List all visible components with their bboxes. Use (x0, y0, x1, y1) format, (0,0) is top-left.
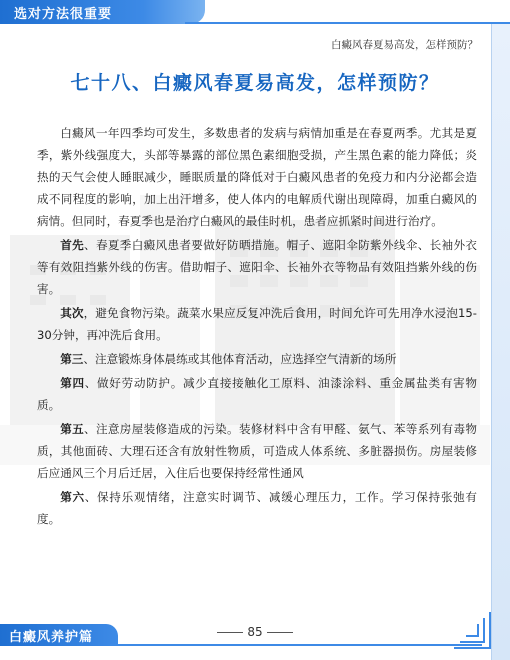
paragraph-first: 首先、春夏季白癜风患者要做好防晒措施。帽子、遮阳伞防紫外线伞、长袖外衣等有效阻挡紫外线的伤害。借助帽子、遮阳伞、长袖外衣等物品有效阻挡紫外线的伤害。 (37, 238, 477, 296)
running-head: 白癜风春夏易高发，怎样预防？ (331, 39, 478, 51)
footer-rule (110, 644, 482, 646)
right-margin-rule (491, 24, 492, 660)
paragraph-sixth: 第六、保持乐观情绪，注意实时调节、减缓心理压力，工作。学习保持张弛有度。 (37, 490, 477, 526)
corner-ornament-icon (452, 610, 492, 650)
right-margin-band (492, 24, 510, 660)
paragraph-fourth: 第四、做好劳动防护。减少直接接触化工原料、油漆涂料、重金属盐类有害物质。 (37, 376, 477, 412)
article-title: 七十八、白癜风春夏易高发，怎样预防？ (70, 72, 440, 94)
book-title: 白癜风养护篇 (9, 630, 94, 645)
header-rule (185, 22, 510, 24)
page-number-dash-left (217, 632, 243, 633)
paragraph-second: 其次，避免食物污染。蔬菜水果应反复冲洗后食用，时间允许可先用净水浸泡15-30分钟，再冲洗后食用。 (37, 306, 477, 342)
page-number-dash-right (267, 632, 293, 633)
page-number-block (0, 625, 510, 639)
section-header-bar (0, 0, 205, 24)
section-title: 选对方法很重要 (14, 7, 113, 22)
paragraph-third: 第三、注意锻炼身体晨练或其他体育活动，应选择空气清新的场所 (60, 352, 397, 366)
paragraph-fifth: 第五、注意房屋装修造成的污染。装修材料中含有甲醛、氨气、苯等系列有毒物质，其他面砖、大理石还含有放射性物质，可造成人体系统、多脏器损伤。房屋装修后应通风三个月后迁居，入住后也要保持经常性通风 (37, 422, 477, 480)
paragraph-intro: 白癜风一年四季均可发生，多数患者的发病与病情加重是在春夏两季。尤其是夏季，紫外线强度大，头部等暴露的部位黑色素细胞受损，产生黑色素的能力降低；炎热的天气会使人睡眠减少，睡眠质量的降低对于白癜风患者的免疫力和内分泌都会造成不同程度的影响，加上出汗增多，使人体内的电解质代谢出现障碍，加重白癜风的病情。但同时，春夏季也是治疗白癜风的最佳时机，患者应抓紧时间进行治疗。 (37, 126, 477, 228)
article-body (37, 122, 477, 532)
page-number: 85 (247, 625, 263, 639)
